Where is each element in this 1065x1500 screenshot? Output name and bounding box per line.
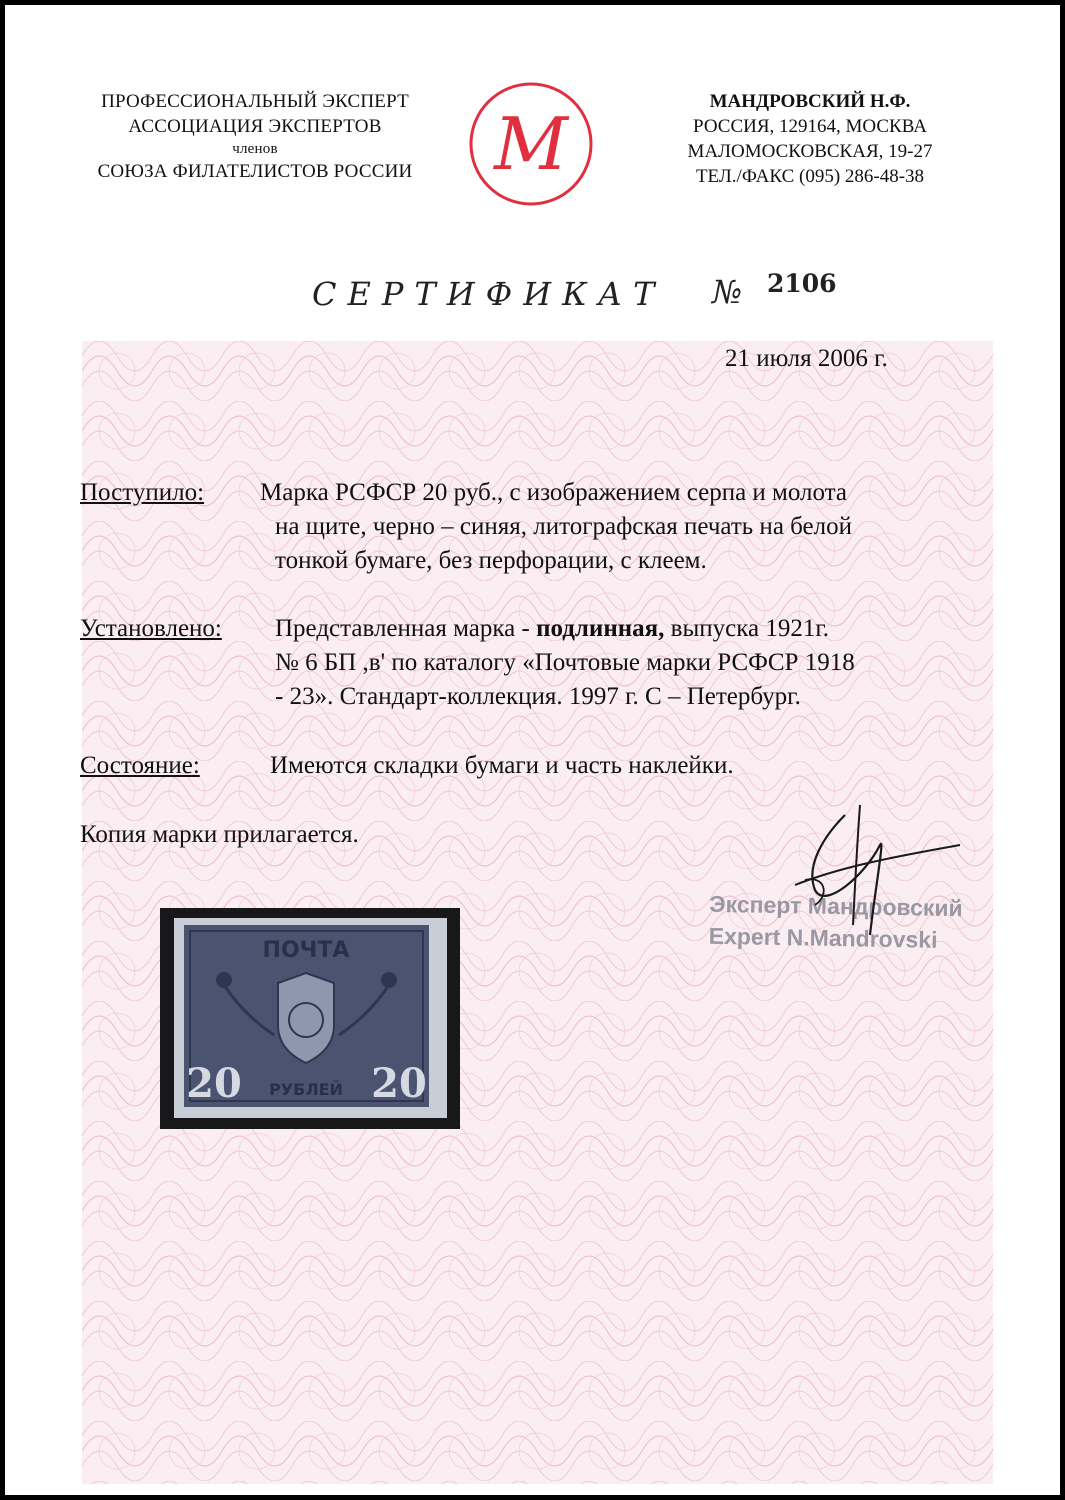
stamp-line1: Эксперт Мандровский — [709, 890, 963, 922]
established-line2: № 6 БП ,в' по каталогу «Почтовые марки РСФСР 1918 — [275, 649, 855, 676]
stamp-bottom-text: РУБЛЕЙ — [269, 1080, 343, 1099]
title-word: СЕРТИФИКАТ — [312, 275, 666, 313]
established-label: Установлено: — [80, 615, 222, 642]
expert-association-header — [75, 89, 435, 184]
authentic-word: подлинная, — [536, 615, 665, 642]
expert-name: МАНДРОВСКИЙ Н.Ф. — [709, 91, 911, 112]
established-line1 — [275, 613, 829, 645]
number-sign: № — [712, 273, 743, 311]
expert-signature — [785, 795, 965, 955]
received-line2: на щите, черно – синяя, литографская печать на белой — [275, 513, 853, 540]
address-line2: МАЛОМОСКОВСКАЯ, 19-27 — [687, 141, 933, 162]
established-line1-b: выпуска 1921г. — [664, 615, 830, 642]
postage-stamp-copy — [160, 908, 460, 1129]
logo-letter: M — [494, 102, 568, 186]
header-left-line1: ПРОФЕССИОНАЛЬНЫЙ ЭКСПЕРТ — [101, 91, 409, 112]
copy-note: Копия марки прилагается. — [80, 821, 359, 848]
phone-fax: ТЕЛ./ФАКС (095) 286-48-38 — [695, 166, 925, 187]
header-left-line3: членов — [232, 141, 278, 157]
certificate-page — [5, 5, 1060, 1495]
received-line1: Марка РСФСР 20 руб., с изображением серпа и молота — [260, 479, 848, 506]
header-left-line2: АССОЦИАЦИЯ ЭКСПЕРТОВ — [128, 116, 382, 137]
established-line3: - 23». Стандарт-коллекция. 1997 г. С – Петербург. — [275, 683, 801, 710]
certificate-date: 21 июля 2006 г. — [725, 345, 888, 372]
mandrovsky-logo — [468, 81, 594, 207]
received-label: Поступило: — [80, 479, 205, 506]
condition-label: Состояние: — [80, 752, 200, 779]
stamp-value-left: 20 — [186, 1060, 242, 1107]
received-line3: тонкой бумаге, без перфорации, с клеем. — [275, 547, 707, 574]
stamp-line2: Expert N.Mandrovski — [708, 922, 938, 953]
header-left-line4: СОЮЗА ФИЛАТЕЛИСТОВ РОССИИ — [97, 161, 413, 182]
established-line1-a: Представленная марка - — [275, 615, 537, 642]
expert-address-header — [645, 89, 975, 189]
stamp-design — [184, 925, 429, 1107]
stamp-value-right: 20 — [371, 1060, 427, 1107]
certificate-number: 2106 — [767, 269, 837, 298]
address-line1: РОССИЯ, 129164, МОСКВА — [693, 116, 927, 137]
stamp-top-text: ПОЧТА — [262, 938, 350, 963]
condition-text: Имеются складки бумаги и часть наклейки. — [270, 752, 734, 779]
certificate-title — [312, 269, 837, 313]
